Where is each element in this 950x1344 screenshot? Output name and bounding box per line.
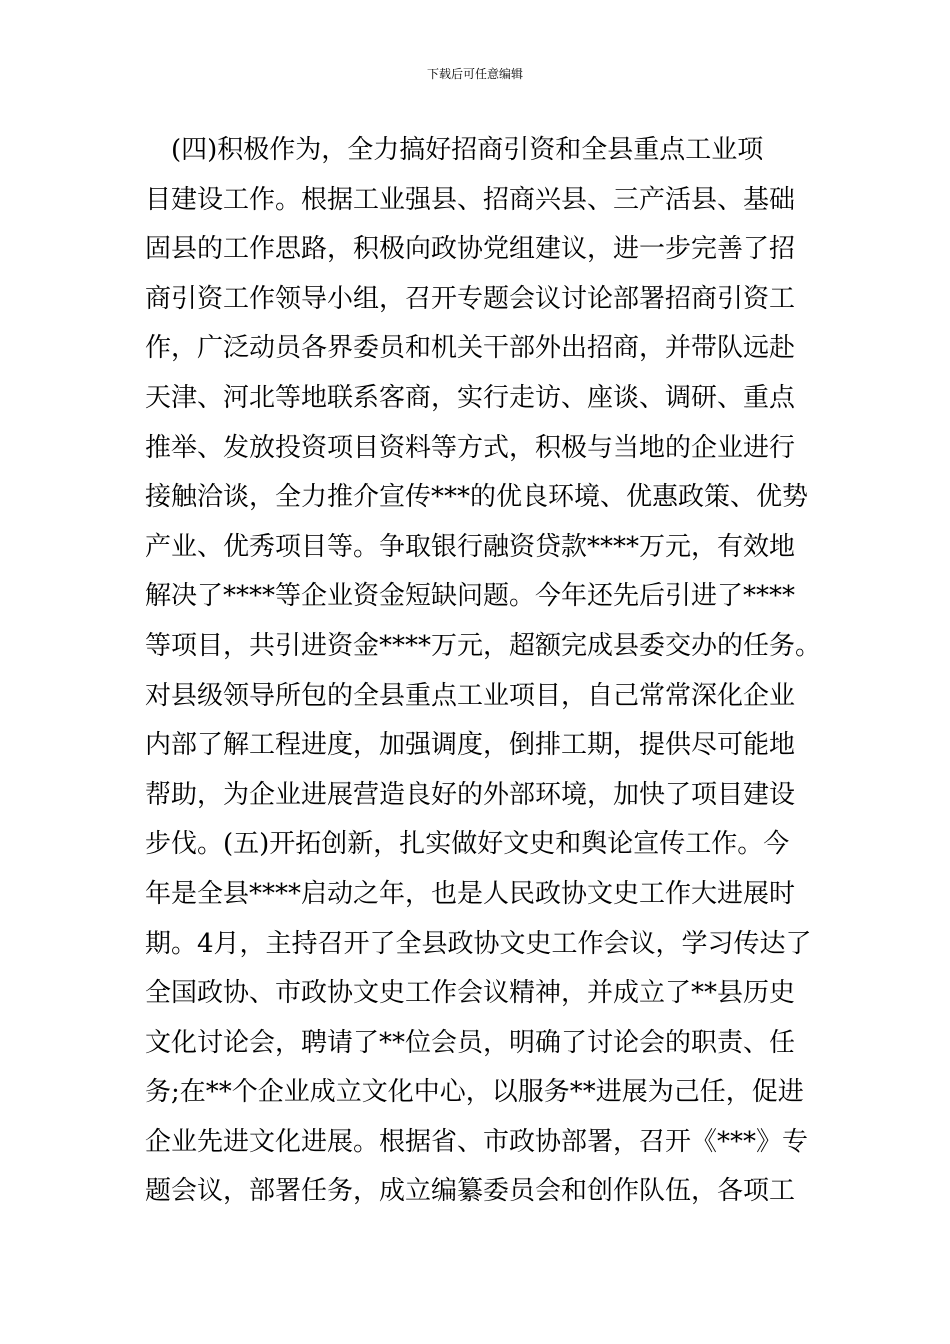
text-line: 作，广泛动员各界委员和机关干部外出招商，并带队远赴 [145,333,796,364]
text-line: 步伐。(五)开拓创新，扎实做好文史和舆论宣传工作。今 [145,829,790,860]
text-line: 全国政协、市政协文史工作会议精神，并成立了**县历史 [145,978,796,1009]
text-line: 目建设工作。根据工业强县、招商兴县、三产活县、基础 [145,184,796,215]
page-header-note: 下载后可任意编辑 [426,67,523,81]
text-line: 接触洽谈，全力推介宣传***的优良环境、优惠政策、优势 [145,482,809,513]
text-line: 期。4月，主持召开了全县政协文史工作会议，学习传达了 [145,928,812,959]
text-line: 内部了解工程进度，加强调度，倒排工期，提供尽可能地 [145,730,796,761]
text-line: 等项目，共引进资金****万元，超额完成县委交办的任务。 [145,630,822,661]
text-line: 产业、优秀项目等。争取银行融资贷款****万元，有效地 [145,531,796,562]
text-line: 帮助，为企业进展营造良好的外部环境，加快了项目建设 [145,779,796,810]
text-line: 固县的工作思路，积极向政协党组建议，进一步完善了招 [145,234,796,265]
text-line: 推举、发放投资项目资料等方式，积极与当地的企业进行 [145,432,796,463]
text-line: 年是全县****启动之年，也是人民政协文史工作大进展时 [145,878,796,909]
text-line: 文化讨论会，聘请了**位会员，明确了讨论会的职责、任 [145,1027,796,1058]
text-line: 务;在**个企业成立文化中心，以服务**进展为己任，促进 [145,1077,804,1108]
document-body [145,126,825,1217]
text-line: 题会议，部署任务，成立编纂委员会和创作队伍，各项工 [145,1176,796,1207]
text-line: 商引资工作领导小组，召开专题会议讨论部署招商引资工 [145,283,796,314]
text-line: (四)积极作为，全力搞好招商引资和全县重点工业项 [145,135,764,165]
text-line: 天津、河北等地联系客商，实行走访、座谈、调研、重点 [145,382,796,413]
text-line: 企业先进文化进展。根据省、市政协部署，召开《***》专 [145,1126,809,1157]
text-line: 解决了****等企业资金短缺问题。今年还先后引进了**** [145,581,796,612]
text-line: 对县级领导所包的全县重点工业项目，自己常常深化企业 [145,680,796,711]
